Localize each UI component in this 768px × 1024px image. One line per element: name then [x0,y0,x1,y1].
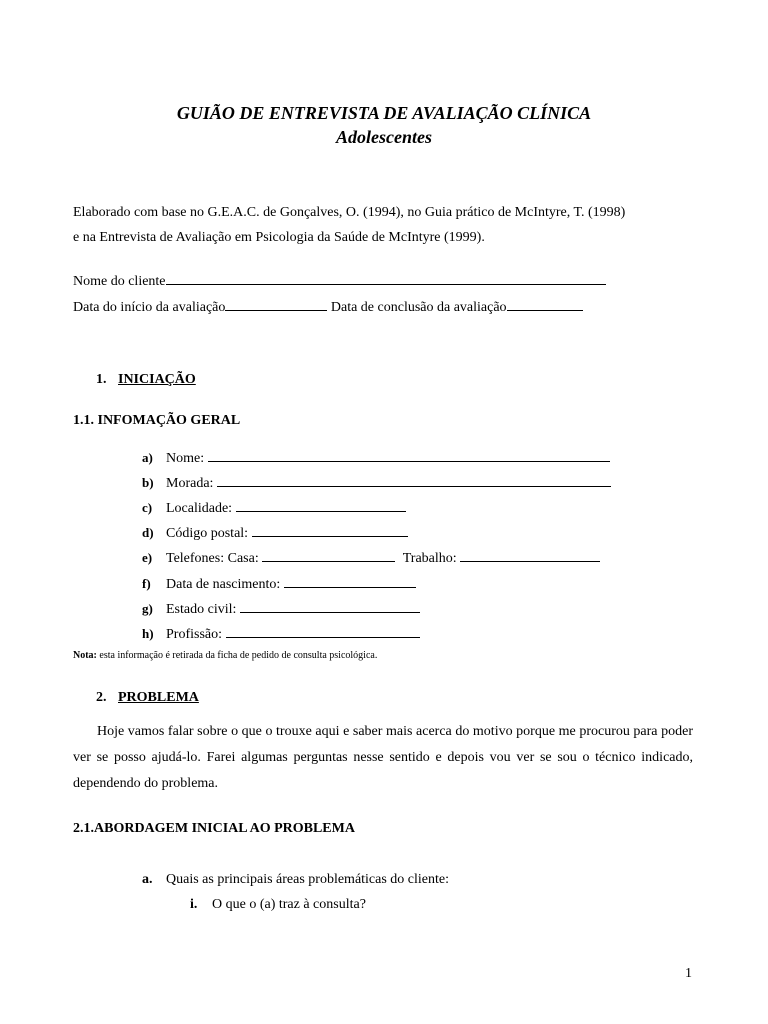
item-marker: a) [142,450,153,465]
end-date-label: Data de conclusão da avaliação [330,300,507,315]
field-estado-civil [142,599,420,618]
field-profissao [142,624,420,643]
item-label-trabalho: Trabalho: [402,551,457,566]
sub-question-marker: i. [190,897,198,912]
subsection-2-1-title: 2.1.ABORDAGEM INICIAL AO PROBLEMA [73,821,355,836]
field-nome [142,448,610,467]
client-name-label: Nome do cliente [73,274,166,289]
nome-blank[interactable] [208,448,610,462]
field-data-nascimento [142,574,416,593]
localidade-blank[interactable] [236,498,406,512]
item-label: Código postal: [166,526,249,541]
start-date-blank[interactable] [225,297,327,311]
evaluation-dates-row [73,297,583,316]
data-nascimento-blank[interactable] [284,574,416,588]
field-localidade [142,498,406,517]
item-marker: f) [142,576,151,591]
item-marker: b) [142,475,154,490]
subsection-1-1-title: 1.1. INFOMAÇÃO GERAL [73,413,241,428]
note [73,650,377,661]
client-name-blank[interactable] [166,271,606,285]
field-morada [142,473,611,492]
item-label: Localidade: [166,501,233,516]
section-2-paragraph: Hoje vamos falar sobre o que o trouxe aqui e saber mais acerca do motivo porque me procurou para poder ver se posso ajudá-lo. Farei algumas perguntas nesse sentido e depois vou ver se sou o técnico indicado, dependendo do problema. [73,724,693,791]
note-label: Nota: [73,650,97,661]
item-marker: c) [142,500,153,515]
item-label: Nome: [166,451,205,466]
sub-question-text: O que o (a) traz à consulta? [212,897,366,912]
item-marker: h) [142,626,154,641]
item-label: Morada: [166,476,214,491]
note-text: esta informação é retirada da ficha de pedido de consulta psicológica. [99,650,378,661]
intro-line-2: e na Entrevista de Avaliação em Psicologia da Saúde de McIntyre (1999). [73,230,485,245]
item-marker: d) [142,525,154,540]
intro-line-1: Elaborado com base no G.E.A.C. de Gonçalves, O. (1994), no Guia prático de McIntyre, T. (1998) [73,205,626,220]
question-marker: a. [142,872,153,887]
question-text: Quais as principais áreas problemáticas do cliente: [166,872,450,887]
telefone-casa-blank[interactable] [262,548,395,562]
client-name-row [73,271,606,290]
section-2-title: PROBLEMA [118,690,199,705]
section-2-number: 2. [96,690,107,705]
question-a [142,872,449,888]
field-telefones [142,548,600,567]
item-label: Telefones: Casa: [166,551,259,566]
item-marker: e) [142,550,153,565]
estado-civil-blank[interactable] [240,599,420,613]
item-label: Profissão: [166,627,222,642]
end-date-blank[interactable] [507,297,583,311]
field-codigo-postal [142,523,408,542]
section-1-title: INICIAÇÃO [118,372,196,387]
question-a-i [190,897,366,913]
document-title: GUIÃO DE ENTREVISTA DE AVALIAÇÃO CLÍNICA [176,103,592,123]
section-2-heading [96,690,199,706]
profissao-blank[interactable] [226,624,420,638]
item-label: Estado civil: [166,602,237,617]
section-1-number: 1. [96,372,107,387]
item-label: Data de nascimento: [166,577,281,592]
page-number: 1 [685,966,692,981]
start-date-label: Data do início da avaliação [73,300,226,315]
item-marker: g) [142,601,153,616]
telefone-trabalho-blank[interactable] [460,548,600,562]
section-1-heading [96,372,196,388]
morada-blank[interactable] [217,473,611,487]
document-subtitle: Adolescentes [336,127,432,147]
codigo-postal-blank[interactable] [252,523,408,537]
